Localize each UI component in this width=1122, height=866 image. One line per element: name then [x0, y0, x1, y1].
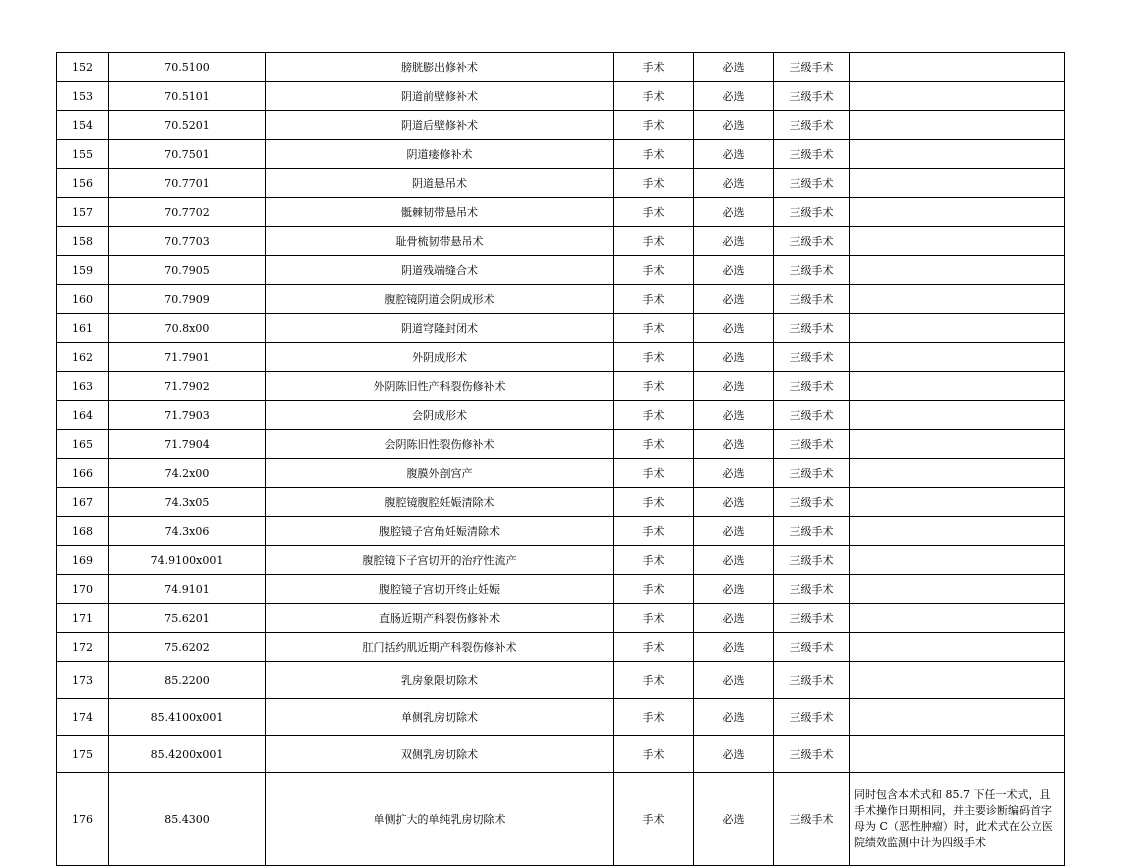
category-cell: 手术: [614, 140, 694, 169]
requirement-cell: 必选: [694, 82, 774, 111]
procedure-name-cell: 会阴陈旧性裂伤修补术: [266, 430, 614, 459]
surgery-level-cell: 三级手术: [774, 736, 850, 773]
procedure-name-cell: 直肠近期产科裂伤修补术: [266, 604, 614, 633]
procedure-code-cell: 70.5100: [109, 53, 266, 82]
category-cell: 手术: [614, 604, 694, 633]
table-row: [57, 575, 1065, 604]
category-cell: 手术: [614, 546, 694, 575]
requirement-cell: 必选: [694, 111, 774, 140]
requirement-cell: 必选: [694, 401, 774, 430]
category-cell: 手术: [614, 53, 694, 82]
row-number-cell: 166: [57, 459, 109, 488]
note-cell: [850, 343, 1065, 372]
table-row: [57, 140, 1065, 169]
procedure-name-cell: 单侧乳房切除术: [266, 699, 614, 736]
procedure-code-cell: 85.4200x001: [109, 736, 266, 773]
table-row: [57, 736, 1065, 773]
note-cell: [850, 604, 1065, 633]
surgery-level-cell: 三级手术: [774, 517, 850, 546]
note-cell: [850, 517, 1065, 546]
table-row: [57, 372, 1065, 401]
note-cell: [850, 575, 1065, 604]
procedure-name-cell: 腹腔镜腹腔妊娠清除术: [266, 488, 614, 517]
table-row: [57, 488, 1065, 517]
table-row: [57, 401, 1065, 430]
category-cell: 手术: [614, 227, 694, 256]
procedure-code-cell: 71.7904: [109, 430, 266, 459]
surgery-level-cell: 三级手术: [774, 575, 850, 604]
note-cell: [850, 699, 1065, 736]
surgery-level-cell: 三级手术: [774, 343, 850, 372]
row-number-cell: 170: [57, 575, 109, 604]
table-row: [57, 111, 1065, 140]
procedure-code-cell: 70.7701: [109, 169, 266, 198]
row-number-cell: 154: [57, 111, 109, 140]
procedure-name-cell: 阴道悬吊术: [266, 169, 614, 198]
procedure-name-cell: 腹腔镜子宫切开终止妊娠: [266, 575, 614, 604]
requirement-cell: 必选: [694, 699, 774, 736]
requirement-cell: 必选: [694, 285, 774, 314]
note-cell: [850, 459, 1065, 488]
procedure-code-cell: 75.6201: [109, 604, 266, 633]
table-row: [57, 285, 1065, 314]
category-cell: 手术: [614, 285, 694, 314]
row-number-cell: 176: [57, 773, 109, 866]
category-cell: 手术: [614, 111, 694, 140]
row-number-cell: 152: [57, 53, 109, 82]
note-cell: [850, 140, 1065, 169]
procedure-name-cell: 腹膜外剖宫产: [266, 459, 614, 488]
row-number-cell: 168: [57, 517, 109, 546]
requirement-cell: 必选: [694, 488, 774, 517]
category-cell: 手术: [614, 488, 694, 517]
surgery-level-cell: 三级手术: [774, 285, 850, 314]
table-body: [57, 53, 1065, 866]
table-row: [57, 169, 1065, 198]
note-cell: [850, 401, 1065, 430]
note-cell: [850, 82, 1065, 111]
table-row: [57, 459, 1065, 488]
table-row: [57, 256, 1065, 285]
surgery-level-cell: 三级手术: [774, 53, 850, 82]
procedure-code-cell: 74.9100x001: [109, 546, 266, 575]
surgery-level-cell: 三级手术: [774, 111, 850, 140]
procedure-code-cell: 70.7909: [109, 285, 266, 314]
note-cell: [850, 633, 1065, 662]
category-cell: 手术: [614, 633, 694, 662]
requirement-cell: 必选: [694, 314, 774, 343]
row-number-cell: 165: [57, 430, 109, 459]
table-row: [57, 604, 1065, 633]
category-cell: 手术: [614, 314, 694, 343]
requirement-cell: 必选: [694, 227, 774, 256]
surgery-level-cell: 三级手术: [774, 773, 850, 866]
procedure-name-cell: 会阴成形术: [266, 401, 614, 430]
category-cell: 手术: [614, 459, 694, 488]
procedure-name-cell: 阴道后壁修补术: [266, 111, 614, 140]
table-row: [57, 430, 1065, 459]
row-number-cell: 159: [57, 256, 109, 285]
surgery-level-cell: 三级手术: [774, 372, 850, 401]
procedure-code-cell: 74.3x05: [109, 488, 266, 517]
note-cell: [850, 169, 1065, 198]
requirement-cell: 必选: [694, 343, 774, 372]
procedure-name-cell: 阴道残端缝合术: [266, 256, 614, 285]
table-row: [57, 343, 1065, 372]
requirement-cell: 必选: [694, 736, 774, 773]
note-cell: [850, 736, 1065, 773]
procedure-name-cell: 腹腔镜下子宫切开的治疗性流产: [266, 546, 614, 575]
surgery-level-cell: 三级手术: [774, 198, 850, 227]
table-row: [57, 633, 1065, 662]
procedure-name-cell: 单侧扩大的单纯乳房切除术: [266, 773, 614, 866]
procedure-code-cell: 85.4100x001: [109, 699, 266, 736]
category-cell: 手术: [614, 256, 694, 285]
row-number-cell: 169: [57, 546, 109, 575]
surgery-level-cell: 三级手术: [774, 633, 850, 662]
category-cell: 手术: [614, 736, 694, 773]
table-row: [57, 314, 1065, 343]
row-number-cell: 156: [57, 169, 109, 198]
category-cell: 手术: [614, 773, 694, 866]
procedure-name-cell: 外阴陈旧性产科裂伤修补术: [266, 372, 614, 401]
procedure-name-cell: 骶棘韧带悬吊术: [266, 198, 614, 227]
category-cell: 手术: [614, 372, 694, 401]
procedure-name-cell: 阴道穹隆封闭术: [266, 314, 614, 343]
category-cell: 手术: [614, 82, 694, 111]
note-cell: [850, 111, 1065, 140]
table-row: [57, 227, 1065, 256]
row-number-cell: 153: [57, 82, 109, 111]
procedure-name-cell: 耻骨梳韧带悬吊术: [266, 227, 614, 256]
row-number-cell: 174: [57, 699, 109, 736]
note-cell: [850, 314, 1065, 343]
row-number-cell: 163: [57, 372, 109, 401]
procedure-code-cell: 70.5101: [109, 82, 266, 111]
category-cell: 手术: [614, 430, 694, 459]
table-row: [57, 82, 1065, 111]
note-cell: [850, 662, 1065, 699]
note-cell: [850, 285, 1065, 314]
surgery-level-cell: 三级手术: [774, 488, 850, 517]
table-row: [57, 699, 1065, 736]
surgery-level-cell: 三级手术: [774, 401, 850, 430]
row-number-cell: 175: [57, 736, 109, 773]
procedure-code-cell: 74.2x00: [109, 459, 266, 488]
row-number-cell: 164: [57, 401, 109, 430]
table-row: [57, 53, 1065, 82]
category-cell: 手术: [614, 699, 694, 736]
requirement-cell: 必选: [694, 372, 774, 401]
category-cell: 手术: [614, 517, 694, 546]
row-number-cell: 172: [57, 633, 109, 662]
note-cell: [850, 372, 1065, 401]
procedure-code-cell: 85.2200: [109, 662, 266, 699]
procedure-name-cell: 双侧乳房切除术: [266, 736, 614, 773]
procedure-code-cell: 70.8x00: [109, 314, 266, 343]
procedure-name-cell: 阴道瘘修补术: [266, 140, 614, 169]
category-cell: 手术: [614, 575, 694, 604]
category-cell: 手术: [614, 401, 694, 430]
note-cell: [850, 53, 1065, 82]
procedure-name-cell: 阴道前壁修补术: [266, 82, 614, 111]
surgery-level-cell: 三级手术: [774, 699, 850, 736]
requirement-cell: 必选: [694, 459, 774, 488]
surgery-level-cell: 三级手术: [774, 314, 850, 343]
surgery-level-cell: 三级手术: [774, 256, 850, 285]
requirement-cell: 必选: [694, 140, 774, 169]
procedure-name-cell: 腹腔镜阴道会阴成形术: [266, 285, 614, 314]
row-number-cell: 162: [57, 343, 109, 372]
note-cell: [850, 256, 1065, 285]
requirement-cell: 必选: [694, 575, 774, 604]
procedure-code-cell: 85.4300: [109, 773, 266, 866]
procedure-name-cell: 膀胱膨出修补术: [266, 53, 614, 82]
procedure-code-cell: 70.7905: [109, 256, 266, 285]
procedure-code-cell: 71.7901: [109, 343, 266, 372]
surgery-level-cell: 三级手术: [774, 604, 850, 633]
note-cell: 同时包含本术式和 85.7 下任一术式，且手术操作日期相同，并主要诊断编码首字母为 C（恶性肿瘤）时，此术式在公立医院绩效监测中计为四级手术: [850, 773, 1065, 866]
requirement-cell: 必选: [694, 662, 774, 699]
procedure-code-cell: 71.7902: [109, 372, 266, 401]
note-cell: [850, 430, 1065, 459]
requirement-cell: 必选: [694, 546, 774, 575]
procedure-name-cell: 外阴成形术: [266, 343, 614, 372]
note-cell: [850, 198, 1065, 227]
procedure-name-cell: 腹腔镜子宫角妊娠清除术: [266, 517, 614, 546]
row-number-cell: 160: [57, 285, 109, 314]
surgery-level-cell: 三级手术: [774, 140, 850, 169]
surgery-level-cell: 三级手术: [774, 227, 850, 256]
surgery-level-cell: 三级手术: [774, 662, 850, 699]
requirement-cell: 必选: [694, 773, 774, 866]
surgery-level-cell: 三级手术: [774, 546, 850, 575]
requirement-cell: 必选: [694, 517, 774, 546]
procedure-code-cell: 70.7703: [109, 227, 266, 256]
table-row: [57, 662, 1065, 699]
requirement-cell: 必选: [694, 430, 774, 459]
procedure-code-cell: 71.7903: [109, 401, 266, 430]
requirement-cell: 必选: [694, 53, 774, 82]
procedure-code-cell: 70.5201: [109, 111, 266, 140]
surgery-level-cell: 三级手术: [774, 459, 850, 488]
row-number-cell: 155: [57, 140, 109, 169]
row-number-cell: 161: [57, 314, 109, 343]
note-cell: [850, 488, 1065, 517]
requirement-cell: 必选: [694, 198, 774, 227]
row-number-cell: 157: [57, 198, 109, 227]
surgery-level-cell: 三级手术: [774, 82, 850, 111]
row-number-cell: 158: [57, 227, 109, 256]
procedure-code-cell: 75.6202: [109, 633, 266, 662]
requirement-cell: 必选: [694, 633, 774, 662]
surgery-level-cell: 三级手术: [774, 430, 850, 459]
table-row: [57, 773, 1065, 866]
table-row: [57, 546, 1065, 575]
note-cell: [850, 546, 1065, 575]
surgery-level-cell: 三级手术: [774, 169, 850, 198]
requirement-cell: 必选: [694, 256, 774, 285]
procedure-code-cell: 74.9101: [109, 575, 266, 604]
requirement-cell: 必选: [694, 169, 774, 198]
procedure-table: [56, 52, 1065, 866]
note-cell: [850, 227, 1065, 256]
category-cell: 手术: [614, 662, 694, 699]
row-number-cell: 173: [57, 662, 109, 699]
procedure-name-cell: 肛门括约肌近期产科裂伤修补术: [266, 633, 614, 662]
category-cell: 手术: [614, 343, 694, 372]
requirement-cell: 必选: [694, 604, 774, 633]
row-number-cell: 167: [57, 488, 109, 517]
procedure-code-cell: 74.3x06: [109, 517, 266, 546]
table-row: [57, 517, 1065, 546]
procedure-code-cell: 70.7501: [109, 140, 266, 169]
procedure-code-cell: 70.7702: [109, 198, 266, 227]
category-cell: 手术: [614, 198, 694, 227]
category-cell: 手术: [614, 169, 694, 198]
procedure-name-cell: 乳房象限切除术: [266, 662, 614, 699]
row-number-cell: 171: [57, 604, 109, 633]
table-row: [57, 198, 1065, 227]
